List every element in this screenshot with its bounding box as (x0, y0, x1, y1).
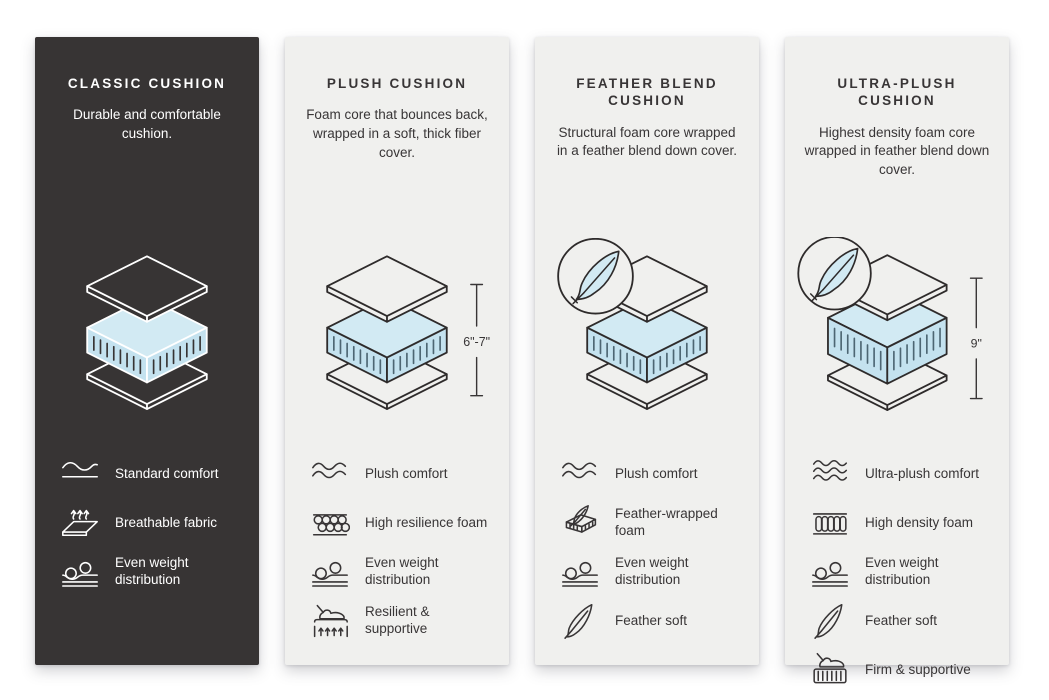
cushion-layers-illustration (54, 238, 240, 414)
feature-label: Firm & supportive (865, 661, 971, 677)
feature-row (559, 553, 747, 591)
card-ultra-plush-cushion (785, 37, 1009, 677)
cushion-layers-illustration (294, 238, 500, 414)
double-wave-icon (309, 455, 351, 493)
feature-list (785, 455, 1009, 689)
feature-row (809, 602, 997, 640)
card-description: Foam core that bounces back, wrapped in a soft, thick fiber cover. (306, 107, 488, 160)
card-classic-cushion (35, 37, 259, 665)
even-weight-icon (59, 553, 101, 591)
measurement-label: 6"-7" (463, 334, 491, 349)
feature-label: Feather-wrapped foam (615, 506, 718, 538)
feature-row (309, 504, 497, 542)
honeycomb-foam-icon (309, 504, 351, 542)
cushion-comparison-infographic (35, 37, 1009, 677)
firm-supportive-icon (809, 651, 851, 689)
feature-row (809, 651, 997, 689)
card-header (785, 37, 1009, 207)
feather-icon (809, 602, 851, 640)
feature-label: Even weight distribution (615, 555, 689, 587)
cushion-diagram (535, 207, 759, 445)
card-title: ULTRA-PLUSH CUSHION (837, 76, 957, 109)
feature-row (559, 602, 747, 640)
feature-row (809, 553, 997, 591)
wave-icon (59, 455, 101, 493)
cushion-diagram (285, 207, 509, 445)
feature-label: High density foam (865, 514, 974, 530)
feature-row (809, 504, 997, 542)
cushion-layers-illustration (554, 238, 740, 414)
card-title: PLUSH CUSHION (326, 76, 468, 91)
card-description: Highest density foam core wrapped in feather blend down cover. (804, 124, 990, 177)
card-header (35, 37, 259, 207)
cushion-layers-illustration (795, 237, 999, 415)
feature-row (309, 553, 497, 591)
feature-row (559, 455, 747, 493)
measurement-label: 9" (970, 336, 982, 351)
feather-wrapped-foam-icon (559, 504, 601, 542)
feature-list (285, 455, 509, 640)
card-description: Structural foam core wrapped in a feather blend down cover. (556, 124, 738, 159)
card-feather-blend-cushion (535, 37, 759, 665)
feature-row (59, 455, 247, 493)
feather-icon (559, 602, 601, 640)
feature-label: Breathable fabric (115, 514, 218, 530)
card-header (535, 37, 759, 207)
feature-label: Resilient & supportive (365, 604, 430, 636)
feature-label: Even weight distribution (865, 555, 939, 587)
feature-label: Even weight distribution (115, 555, 189, 587)
feature-label: Feather soft (615, 612, 688, 628)
top-cover-layer (87, 256, 207, 322)
card-title: FEATHER BLEND CUSHION (576, 76, 718, 109)
feature-row (559, 504, 747, 542)
card-description: Durable and comfortable cushion. (73, 107, 221, 141)
even-weight-icon (309, 553, 351, 591)
triple-wave-icon (809, 455, 851, 493)
feature-label: Plush comfort (615, 465, 698, 481)
height-measurement (463, 284, 490, 395)
cushion-diagram (785, 207, 1009, 445)
feature-label: Standard comfort (115, 465, 219, 481)
double-wave-icon (559, 455, 601, 493)
card-plush-cushion (285, 37, 509, 665)
even-weight-icon (809, 553, 851, 591)
feature-label: Feather soft (865, 612, 938, 628)
high-density-foam-icon (809, 504, 851, 542)
feature-list (35, 455, 259, 591)
feature-row (809, 455, 997, 493)
cushion-diagram (35, 207, 259, 445)
breathable-fabric-icon (59, 504, 101, 542)
card-title: CLASSIC CUSHION (67, 76, 227, 91)
feather-badge (798, 237, 871, 310)
feature-row (59, 553, 247, 591)
height-measurement (970, 278, 982, 398)
top-cover-layer (327, 256, 447, 322)
person-support-arrows-icon (309, 602, 351, 640)
feature-row (309, 455, 497, 493)
feature-label: Even weight distribution (365, 555, 439, 587)
feature-label: High resilience foam (365, 514, 488, 530)
feature-row (309, 602, 497, 640)
card-header (285, 37, 509, 207)
even-weight-icon (559, 553, 601, 591)
feather-badge (558, 239, 633, 314)
feature-label: Ultra-plush comfort (865, 465, 980, 481)
feature-list (535, 455, 759, 640)
feature-label: Plush comfort (365, 465, 448, 481)
feature-row (59, 504, 247, 542)
